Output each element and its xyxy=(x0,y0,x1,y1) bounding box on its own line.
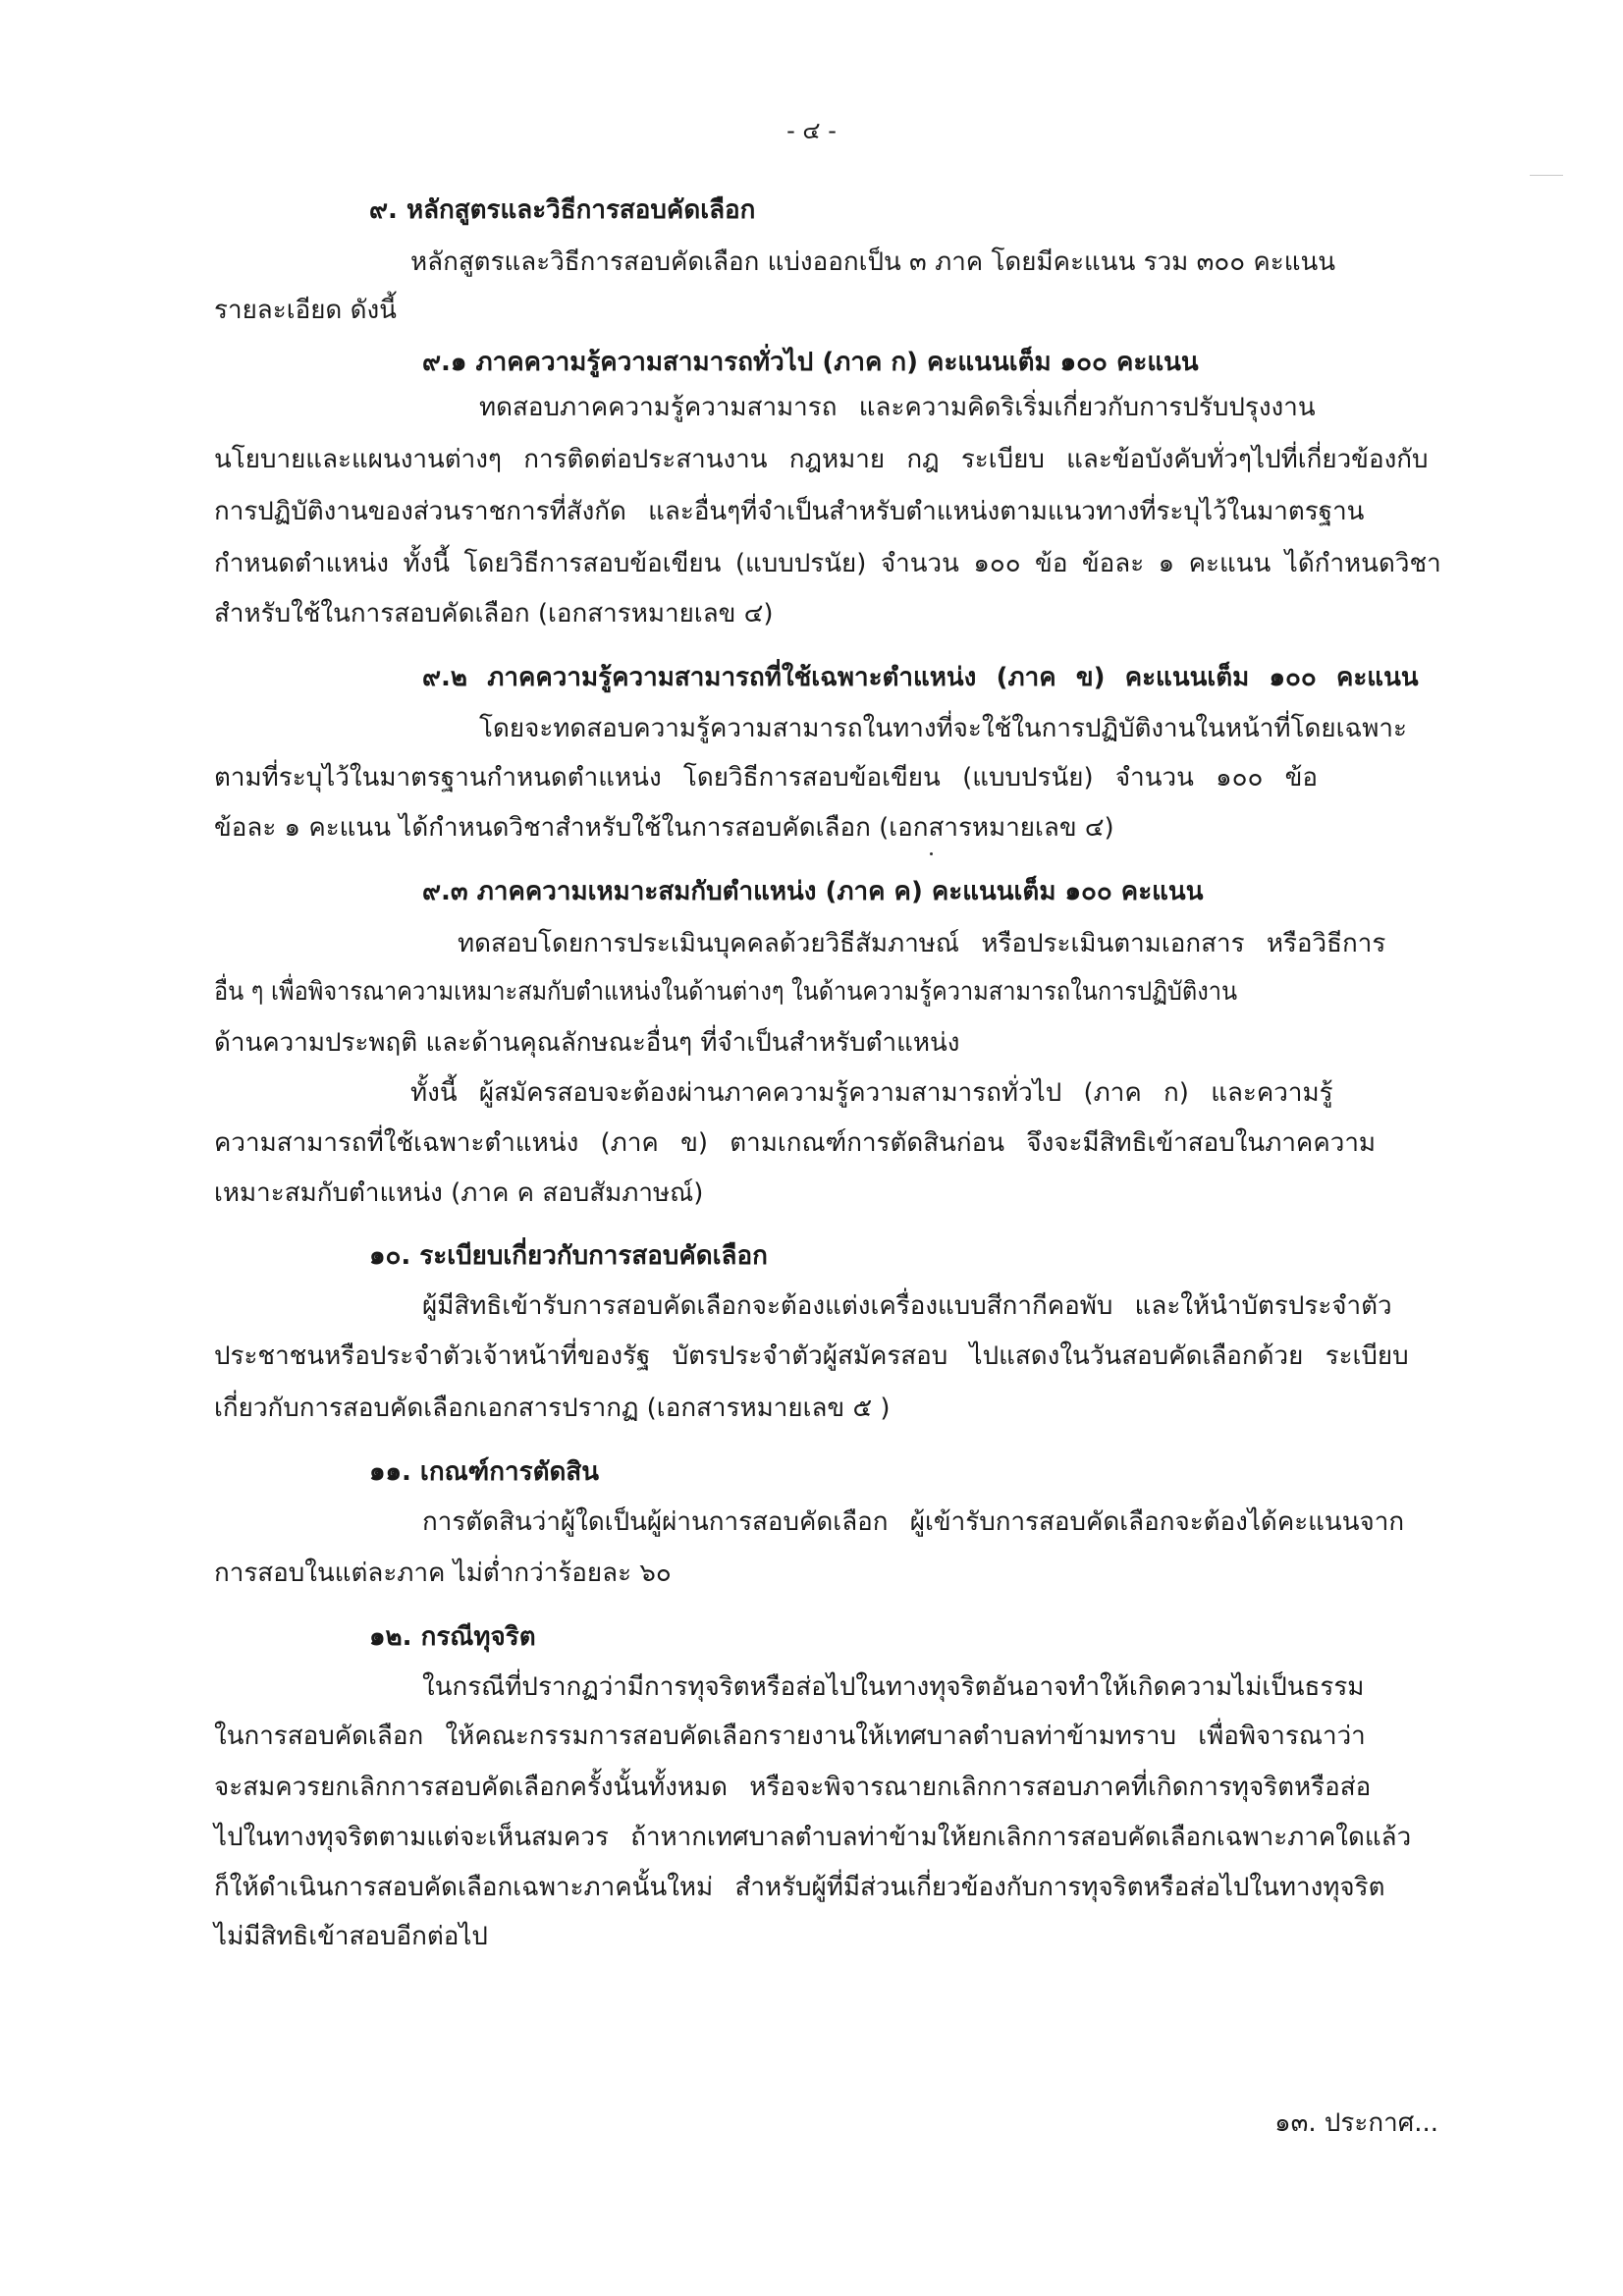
section-9-1-para: ทดสอบภาคความรู้ความสามารถ และความคิดริเริ่มเกี่ยวกับการปรับปรุงงาน xyxy=(479,393,1316,422)
section-10-para: เกี่ยวกับการสอบคัดเลือกเอกสารปรากฏ (เอกสารหมายเลข ๕ ) xyxy=(214,1394,891,1423)
continuation-footer: ๑๓. ประกาศ... xyxy=(1274,2108,1438,2138)
section-10-para: ผู้มีสิทธิเข้ารับการสอบคัดเลือกจะต้องแต่งเครื่องแบบสีกากีคอพับ และให้นำบัตรประจำตัว xyxy=(422,1291,1392,1321)
section-9-3-para: ทดสอบโดยการประเมินบุคคลด้วยวิธีสัมภาษณ์ หรือประเมินตามเอกสาร หรือวิธีการ xyxy=(458,929,1386,958)
section-10-para: ประชาชนหรือประจำตัวเจ้าหน้าที่ของรัฐ บัตรประจำตัวผู้สมัครสอบ ไปแสดงในวันสอบคัดเลือกด้วย ระเบียบ xyxy=(214,1341,1409,1371)
section-9-1-para: กำหนดตำแหน่ง ทั้งนี้ โดยวิธีการสอบข้อเขียน (แบบปรนัย) จำนวน ๑๐๐ ข้อ ข้อละ ๑ คะแนน ได้กำหนดวิชา xyxy=(214,549,1441,578)
section-12-para: ไปในทางทุจริตตามแต่จะเห็นสมควร ถ้าหากเทศบาลตำบลท่าข้ามให้ยกเลิกการสอบคัดเลือกเฉพาะภาคใดแล้ว xyxy=(214,1823,1412,1852)
section-9-2-para: ข้อละ ๑ คะแนน ได้กำหนดวิชาสำหรับใช้ในการสอบคัดเลือก (เอกสารหมายเลข ๔) xyxy=(214,813,1114,843)
section-12-para: ไม่มีสิทธิเข้าสอบอีกต่อไป xyxy=(214,1922,488,1951)
section-9-3-para: ด้านความประพฤติ และด้านคุณลักษณะอื่นๆ ที่จำเป็นสำหรับตำแหน่ง xyxy=(214,1028,960,1058)
section-12-para: ในการสอบคัดเลือก ให้คณะกรรมการสอบคัดเลือกรายงานให้เทศบาลตำบลท่าข้ามทราบ เพื่อพิจารณาว่า xyxy=(214,1722,1366,1751)
section-12-para: ในกรณีที่ปรากฏว่ามีการทุจริตหรือส่อไปในทางทุจริตอันอาจทำให้เกิดความไม่เป็นธรรม xyxy=(422,1672,1365,1702)
section-11-para: การสอบในแต่ละภาค ไม่ต่ำกว่าร้อยละ ๖๐ xyxy=(214,1558,672,1588)
section-10-heading: ๑๐. ระเบียบเกี่ยวกับการสอบคัดเลือก xyxy=(369,1241,768,1271)
section-9-2-para: โดยจะทดสอบความรู้ความสามารถในทางที่จะใช้ในการปฏิบัติงานในหน้าที่โดยเฉพาะ xyxy=(479,714,1407,743)
section-9-intro: หลักสูตรและวิธีการสอบคัดเลือก แบ่งออกเป็น ๓ ภาค โดยมีคะแนน รวม ๓๐๐ คะแนน xyxy=(410,247,1336,277)
section-9-3-heading: ๙.๓ ภาคความเหมาะสมกับตำแหน่ง (ภาค ค) คะแนนเต็ม ๑๐๐ คะแนน xyxy=(422,877,1204,906)
section-9-1-para: การปฏิบัติงานของส่วนราชการที่สังกัด และอื่นๆที่จำเป็นสำหรับตำแหน่งตามแนวทางที่ระบุไว้ในมาตรฐาน xyxy=(214,497,1365,526)
section-9-note: ทั้งนี้ ผู้สมัครสอบจะต้องผ่านภาคความรู้ความสามารถทั่วไป (ภาค ก) และความรู้ xyxy=(410,1078,1333,1108)
section-9-2-heading: ๙.๒ ภาคความรู้ความสามารถที่ใช้เฉพาะตำแหน่ง (ภาค ข) คะแนนเต็ม ๑๐๐ คะแนน xyxy=(422,663,1419,692)
section-9-1-heading: ๙.๑ ภาคความรู้ความสามารถทั่วไป (ภาค ก) คะแนนเต็ม ๑๐๐ คะแนน xyxy=(422,348,1199,377)
section-9-heading: ๙. หลักสูตรและวิธีการสอบคัดเลือก xyxy=(369,195,756,225)
section-9-1-para: นโยบายและแผนงานต่างๆ การติดต่อประสานงาน กฎหมาย กฎ ระเบียบ และข้อบังคับทั่วๆไปที่เกี่ยวข้องกับ xyxy=(214,445,1429,474)
section-9-note: เหมาะสมกับตำแหน่ง (ภาค ค สอบสัมภาษณ์) xyxy=(214,1178,704,1208)
page-number: - ๔ - xyxy=(786,117,837,144)
section-12-para: ก็ให้ดำเนินการสอบคัดเลือกเฉพาะภาคนั้นใหม่ สำหรับผู้ที่มีส่วนเกี่ยวข้องกับการทุจริตหรือส่อไปในทางทุจริต xyxy=(214,1873,1385,1902)
section-9-note: ความสามารถที่ใช้เฉพาะตำแหน่ง (ภาค ข) ตามเกณฑ์การตัดสินก่อน จึงจะมีสิทธิเข้าสอบในภาคความ xyxy=(214,1128,1377,1158)
stray-dot xyxy=(930,852,933,855)
section-9-2-para: ตามที่ระบุไว้ในมาตรฐานกำหนดตำแหน่ง โดยวิธีการสอบข้อเขียน (แบบปรนัย) จำนวน ๑๐๐ ข้อ xyxy=(214,763,1319,793)
section-11-heading: ๑๑. เกณฑ์การตัดสิน xyxy=(369,1457,599,1487)
section-9-intro-cont: รายละเอียด ดังนี้ xyxy=(214,296,397,325)
section-9-3-para: อื่น ๆ เพื่อพิจารณาความเหมาะสมกับตำแหน่งในด้านต่างๆ ในด้านความรู้ความสามารถในการปฏิบัติงาน xyxy=(214,977,1238,1007)
scan-mark xyxy=(1530,175,1563,176)
section-9-1-para: สำหรับใช้ในการสอบคัดเลือก (เอกสารหมายเลข ๔) xyxy=(214,599,774,629)
section-11-para: การตัดสินว่าผู้ใดเป็นผู้ผ่านการสอบคัดเลือก ผู้เข้ารับการสอบคัดเลือกจะต้องได้คะแนนจาก xyxy=(422,1507,1405,1537)
section-12-heading: ๑๒. กรณีทุจริต xyxy=(369,1622,536,1652)
section-12-para: จะสมควรยกเลิกการสอบคัดเลือกครั้งนั้นทั้งหมด หรือจะพิจารณายกเลิกการสอบภาคที่เกิดการทุจริตหรือส่อ xyxy=(214,1773,1372,1802)
